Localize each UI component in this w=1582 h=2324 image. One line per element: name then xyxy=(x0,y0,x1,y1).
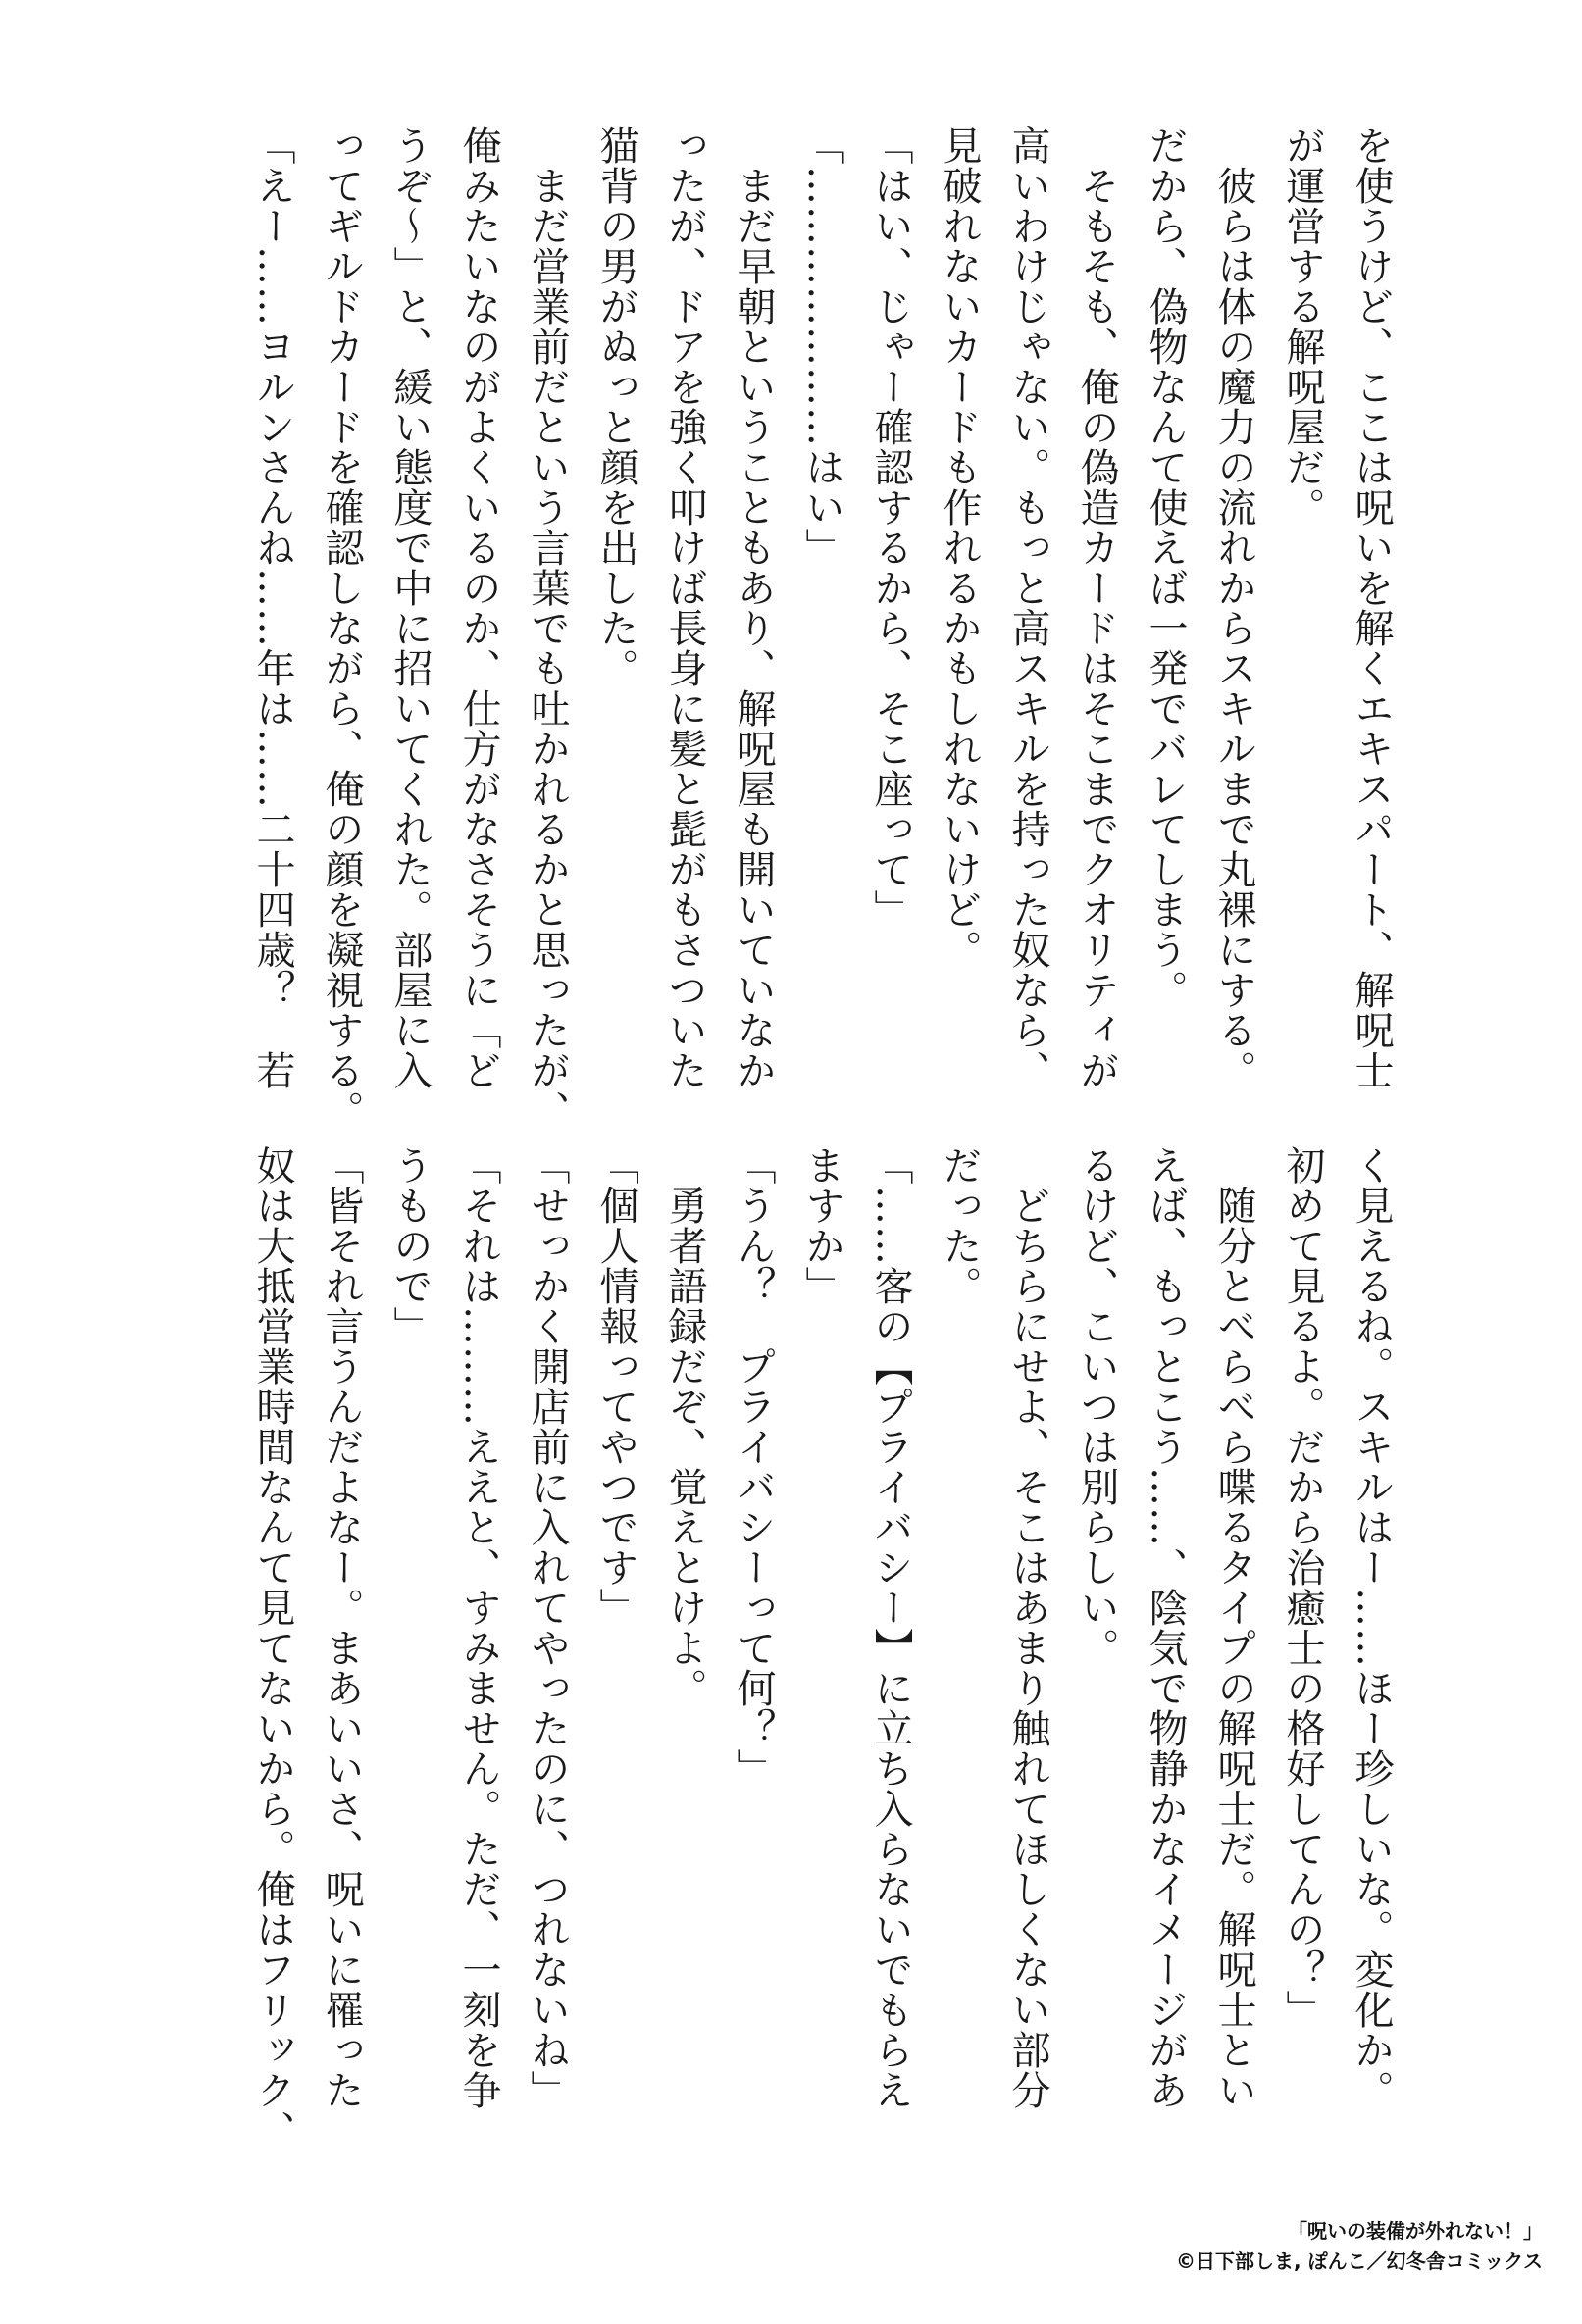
text-line: えば、もっとこう……、陰気で物静かなイメージがあ xyxy=(1143,1145,1188,2110)
text-line: 高いわけじゃない。もっと高スキルを持った奴なら、 xyxy=(1005,126,1050,1090)
text-line: 初めて見るよ。だから治癒士の格好してんの？」 xyxy=(1280,1145,1325,2030)
text-line: 猫背の男がぬっと顔を出した。 xyxy=(593,126,638,688)
text-line: るけど、こいつは別らしい。 xyxy=(1074,1145,1119,1668)
text-line: 「皆それ言うんだよなー。まあいいさ、呪いに罹った xyxy=(319,1145,364,2110)
text-block-top xyxy=(170,126,1405,1131)
text-line: うぞ～」と、緩い態度で中に招いてくれた。部屋に入 xyxy=(387,126,433,1090)
text-line: ってギルドカードを確認しながら、俺の顔を凝視する。 xyxy=(319,126,364,1131)
copyright-credit: ©日下部しま, ぽんこ／幻冬舎コミックス xyxy=(1176,2249,1543,2273)
text-line: 「うん？ プライバシーって何？」 xyxy=(731,1145,776,1789)
text-line: だから、偽物なんて使えば一発でバレてしまう。 xyxy=(1143,126,1188,1010)
text-line: 勇者語録だぞ、覚えとけよ。 xyxy=(662,1145,707,1708)
text-line: 「せっかく開店前に入れてやったのに、つれないね」 xyxy=(525,1145,570,2110)
text-line: を使うけど、ここは呪いを解くエキスパート、解呪士 xyxy=(1349,126,1394,1090)
text-line: だった。 xyxy=(937,1145,982,1306)
text-line: く見えるね。スキルはー……ほー珍しいな。変化か。 xyxy=(1349,1145,1394,2110)
text-line: どちらにせよ、そこはあまり触れてほしくない部分 xyxy=(1005,1145,1050,2110)
text-line: 「……客の【プライバシー】に立ち入らないでもらえ xyxy=(868,1145,913,2110)
text-line: 俺みたいなのがよくいるのか、仕方がなさそうに「ど xyxy=(456,126,501,1090)
text-block-bottom xyxy=(170,1145,1405,2150)
text-line: まだ早朝ということもあり、解呪屋も開いていなか xyxy=(731,126,776,1090)
text-line: 見破れないカードも作れるかもしれないけど。 xyxy=(937,126,982,970)
text-line: 奴は大抵営業時間なんて見てないから。俺はフリック、 xyxy=(250,1145,295,2150)
text-line: うもので」 xyxy=(387,1145,433,1346)
text-line: まだ営業前だという言葉でも吐かれるかと思ったが、 xyxy=(525,126,570,1131)
copyright-footer xyxy=(1176,2216,1543,2277)
text-line: 彼らは体の魔力の流れからスキルまで丸裸にする。 xyxy=(1211,126,1256,1090)
text-line: 「はい、じゃー確認するから、そこ座って」 xyxy=(868,126,913,930)
text-line: ったが、ドアを強く叩けば長身に髪と髭がもさついた xyxy=(662,126,707,1090)
text-line: ますか」 xyxy=(799,1145,844,1306)
text-line: 「…………………はい」 xyxy=(799,126,844,568)
text-line: 「個人情報ってやつです」 xyxy=(593,1145,638,1628)
book-title: 「呪いの装備が外れない！」 xyxy=(1288,2219,1543,2243)
text-line: 「えー……ヨルンさんね……年は……二十四歳？ 若 xyxy=(250,126,295,1090)
text-line: 随分とべらべら喋るタイプの解呪士だ。解呪士とい xyxy=(1211,1145,1256,2110)
text-line: そもそも、俺の偽造カードはそこまでクオリティが xyxy=(1074,126,1119,1090)
text-line: が運営する解呪屋だ。 xyxy=(1280,126,1325,528)
text-line: 「それは………ええと、すみません。ただ、一刻を争 xyxy=(456,1145,501,2110)
